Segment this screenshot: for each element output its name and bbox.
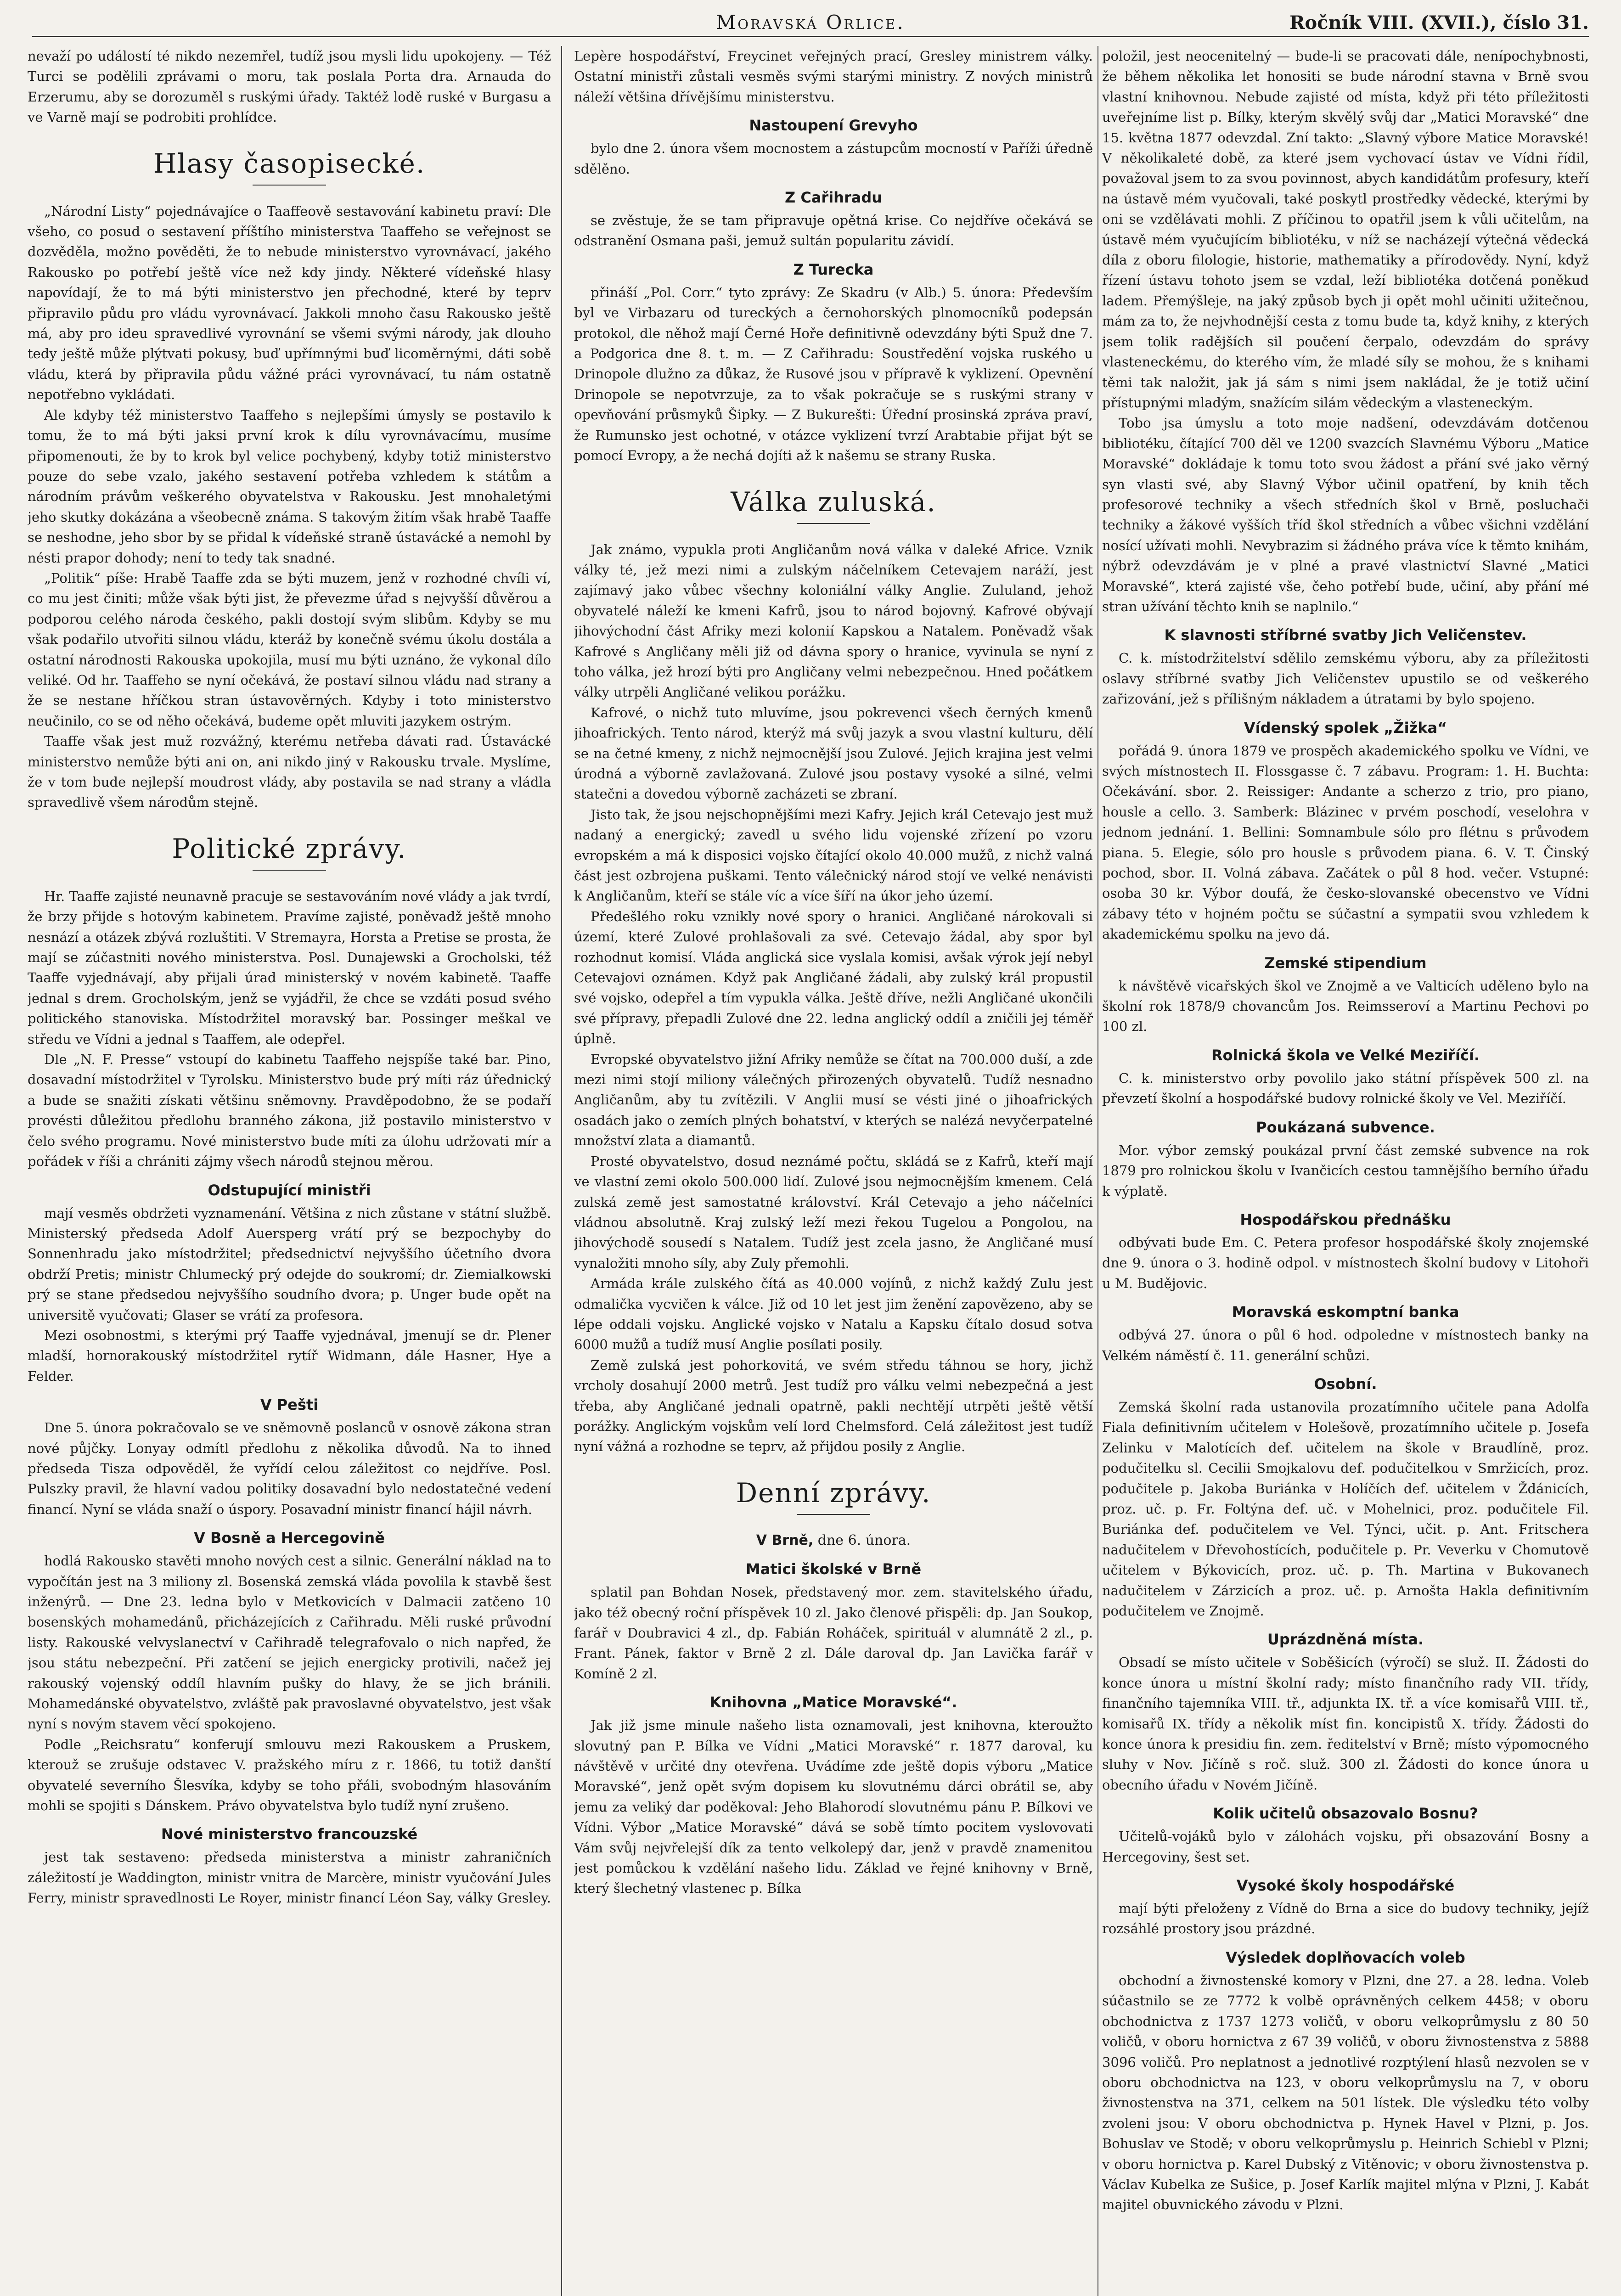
article-text: Jak známo, vypukla proti Angličanům nová válka v daleké Africe. Vznik války té, jež mezi nimi a zulským náčelníkem Cetevajem naráží, jest zajímavý jako vůbec všechny koloniální války Anglie. Zululand, jehož obyvatelé náleží ke kmeni Kafrů, jsou to národ bojovný. Kafrové obývají jihovýchodní část Afriky mezi kolonií Kapskou a Natalem. Poněvadž však Kafrové s Angličany měli již od dávna spory o hranice, vyvinula se nyní z toho válka, jež hrozí býti pro Angličany velmi nebezpečnou. Hned počátkem války utrpěli Angličané velikou porážku.	[574, 541, 1093, 700]
article-text: Hr. Taaffe zajisté neunavně pracuje se sestavováním nové vlády a jak tvrdí, že brzy přijde s hotovým kabinetem. Pravíme zajisté, poněvadž ještě mnoho nesnází a otázek zbývá rozluštiti. V Stremayra, Horsta a Pretise se prosta, že mají se zúčastniti nového ministerstva. Posl. Dunajewski a Grocholski, též Taaffe vyjednávají, aby přijali úrad ministerský v novém kabinetě. Taaffe jednal s drem. Grocholským, jenž se vyjádřil, že chce se vzdáti posud svého politického stanoviska. Místodržitel moravský bar. Possinger meškal ve středu ve Vídni a jednal s Taaffem, ale odepřel.	[28, 888, 551, 1047]
column-divider	[561, 46, 562, 2296]
article-text: Učitelů-vojáků bylo v zálohách vojsku, při obsazování Bosny a Hercegoviny, šest set.	[1102, 1829, 1589, 1865]
news-headline: Vysoké školy hospodářské	[1236, 1877, 1455, 1895]
news-headline: K slavnosti stříbrné svatby Jich Veličenstev.	[1164, 626, 1527, 644]
running-header	[32, 8, 1589, 37]
article-text: bylo dne 2. února všem mocnostem a zástupcům mocností v Paříži úředně sdělěno.	[574, 141, 1093, 177]
dateline	[574, 1531, 1093, 1551]
news-headline: Matici školské v Brně	[745, 1560, 922, 1578]
article-text: Tobo jsa úmyslu a toto moje nadšení, odevzdávám dotčenou bibliotéku, čítající 700 děl ve 1200 svazcích Slavnému Výboru „Matice Moravské“ dokládaje k tomu toto svou žádost a přání své jako věrný syn vlasti své, aby Slavný Výbor učinil opatření, by knih těch profesorové techniky a všech středních škol v Brně, posluchači techniky a žákové vyšších tříd škol středních a vůbec všichni vzdělání nosící užívati mohli. Nevybrazim si žádného práva více k těmto knihám, nýbrž odevzdávám je v plné a pravé vlastnictví Slavné „Matici Moravské“, která zajisté vše, čeho potřebí bude, učiní, aby přání mé stran užívání těchto knih se naplnilo.“	[1102, 415, 1589, 614]
article-text: Země zulská jest pohorkovitá, ve svém středu táhnou se hory, jichž vrcholy dosahují 2000 metrů. Jest tudíž pro válku velmi nebezpečná a jest třeba, aby Angličané jednali opatrně, pakli nechtějí utrpěti ještě větší porážky. Anglickým vojskům velí lord Chelmsford. Celá záležitost jest tudíž nyní vážná a rozhodne se teprv, až přijdou posily z Anglie.	[574, 1357, 1093, 1455]
article-text: Evropské obyvatelstvo jižní Afriky nemůže se čítat na 700.000 duší, a zde mezi nimi stojí miliony válečných přirozených obyvatelů. Tudíž nesnadno Angličanům, aby tu zvítězili. V Anglii musí se vésti jiné o jihoafrických osadách jako o zemích plných bohatství, v kterých se nalézá nevyčerpatelné množství zlata a diamantů.	[574, 1051, 1093, 1149]
article-text: Zemská školní rada ustanovila prozatímního učitele pana Adolfa Fiala definitivním učitelem v Holešově, prozatímního učitele p. Josefa Zelinku v Malotících def. učitelem na škole v Braudlíně, proz. podučitelku sl. Cecilii Smojkalovu def. podučitelkou v Smržicích, proz. podučitele p. Jakoba Buriánka v Holíčích def. učitelem v Ždánicích, proz. uč. p. Fr. Foltýna def. uč. v Mohelnici, proz. podučitele Fil. Buriánka def. podučitelem ve Vel. Týnci, učit. p. Ant. Fritschera nadučitelem v Dřevohostících, podučitele p. Pr. Veverku v Chomutově učitelem v Býkovicích, proz. uč. p. Th. Martina v Bukovanech nadučitelem v Zárzicích a proz. uč. p. Arnošta Hakla definitivním podučitelem ve Znojmě.	[1102, 1399, 1589, 1619]
article-text: Předešlého roku vznikly nové spory o hranici. Angličané nárokovali si území, které Zulové prohlašovali za své. Cetevajo žádal, aby spor byl rozhodnut komisí. Vláda anglická sice vyslala komisi, avšak výrok její nebyl Cetevajovi oznámen. Když pak Angličané žádali, aby zulský král propustil své vojsko, odepřel a tím vypukla válka. Ještě dříve, nežli Angličané ukončili své přípravy, přepadli Zulové dne 22. ledna anglický oddíl a zničili jej téměř úplně.	[574, 908, 1093, 1047]
article-text: Armáda krále zulského čítá as 40.000 vojínů, z nichž každý Zulu jest odmalička vycvičen k válce. Již od 10 let jest jim ženění zapovězeno, aby se lépe oddali vojsku. Anglické vojsko v Natalu a Kapsku čítalo dosud sotva 6000 mužů a tudíž musí Anglie posílati posily.	[574, 1276, 1093, 1353]
article-text: splatil pan Bohdan Nosek, představený mor. zem. stavitelského úřadu, jako též obecný roční příspěvek 10 zl. Jako členové přispěli: dp. Jan Soukop, farář v Doubravici 4 zl., dp. Fabián Roháček, spirituál v alumnátě 2 zl., p. Frant. Pánek, faktor v Brně 2 zl. Dále daroval dp. Jan Lavička farář v Komíně 2 zl.	[574, 1584, 1093, 1682]
section-heading: Politické zprávy.	[28, 834, 551, 871]
news-headline: Odstupující ministři	[208, 1181, 371, 1199]
section-heading: Válka zuluská.	[574, 487, 1093, 524]
news-headline: Vídenský spolek „Žižka“	[1244, 719, 1447, 737]
article-text: Lepère hospodářství, Freycinet veřejných prací, Gresley ministrem války. Ostatní ministři zůstali vesměs svými starými ministry. Z nových ministrů náleží většina dřívějšímu ministerstvu.	[574, 48, 1093, 105]
article-text: položil, jest neocenitelný — bude-li se pracovati dále, nenípochybnosti, že během několika let honositi se bude národní stavna v Brně svou vlastní knihovnou. Nebude zajisté od místa, když při této příležitosti uveřejníme list p. Bílky, kterým skvělý svůj dar „Matici Moravské“ dne 15. května 1877 odevzdal. Zní takto: „Slavný výbore Matice Moravské! V několikaleté době, za které jsem vychovací ústav ve Vídni řídil, považoval jsem to za svou povinnost, abych kandidátům profesury, kteří na ústavě mém vyučovali, také poskytl prostředky vědecké, kterými by oni se vzdělávati mohli. Z příčinou to opatřil jsem k vůli učitelům, na ústavě mém vyučujícím bibliotéku, v níž se nacházejí výtečná vědecká díla z oboru filologie, historie, mathematiky a přírodovědy. Nyní, když řízení ústavu tohoto jsem se vzdal, leží bibliotéka dotčená poněkud ladem. Přemýšleje, na jaký způsob bych ji opět mohl učiniti užitečnou, mám za to, že nejvhodnější cesta z tomu bude ta, když knihy, z kterých jsem tolik radějších sil poučení čerpalo, odevzdám do správy vlasteneckému, do kterého vím, že mladé síly se mohou, že s knihami těmi tak naložit, jak já sám s nimi jsem nakládal, že je totiž učiní přístupnými mladým, snažícím silám vědeckým a vlasteneckým.	[1102, 48, 1589, 411]
column-1	[28, 46, 551, 2296]
news-headline: Nové ministerstvo francouzské	[161, 1825, 418, 1843]
article-text: odbývá 27. února o půl 6 hod. odpoledne v místnostech banky na Velkém náměstí č. 11. generální schůzi.	[1102, 1327, 1589, 1363]
volume-number: Ročník VIII. (XVII.), číslo 31.	[1289, 12, 1589, 34]
article-text: Kafrové, o nichž tuto mluvíme, jsou pokrevenci všech černých kmenů jihoafrických. Tento národ, kterýž má svůj jazyk a svou vlastní kulturu, dělí se na četné kmeny, z nichž nejmocnější jsou Zulové. Jejich krajina jest velmi úrodná a výborně zavlažovaná. Zulové jsou postavy vysoké a silné, velmi statečni a dovedou výborně zacházeti se zbraní.	[574, 704, 1093, 802]
article-text: přináší „Pol. Corr.“ tyto zprávy: Ze Skadru (v Alb.) 5. února: Především byl ve Virbazaru od tureckých a černohorských plnomocníků podepsán protokol, dle něhož mají Černé Hoře definitivně odevzdány býti Spuž dne 7. a Podgorica dne 8. t. m. — Z Cařihradu: Soustředění vojska ruského u Drinopole dlužno za důkaz, že Rusové jsou v přípravě k vyklizení. Opevnění Drinopole se nepotvrzuje, za to však pokračuje se s ruskými strany v opevňování průsmyků Šipky. — Z Bukurešti: Úřední prosinská zpráva praví, že Rumunsko jest ochotné, v otázce vyklizení tvrzí Arabtabie přijat být se pomocí Evropy, a že nechá dojíti až k našemu se strany Ruska.	[574, 284, 1093, 464]
article-text: C. k. místodržitelství sdělilo zemskému výboru, aby za příležitosti oslavy stříbrné svatby Jich Veličenstev upustilo se od veškerého zařizování, jež s přílišným nákladem a útratami by bylo spojeno.	[1102, 650, 1589, 707]
news-headline: Uprázdněná místa.	[1267, 1631, 1424, 1649]
news-headline: Z Cařihradu	[784, 189, 882, 207]
news-headline: Výsledek doplňovacích voleb	[1226, 1948, 1465, 1966]
article-text: Ale kdyby též ministerstvo Taaffeho s nejlepšími úmysly se postavilo k tomu, že to má býti jaksi první krok k dílu vyrovnávacímu, musíme připomenouti, že by to krok byl velice pochybený, kdyby totiž ministerstvo pouze do sebe vzalo, jakého sestavení potřeba vzhledem k státům a národním právům veškerého obyvatelstva v Rakousku. Jest mnohaletými jeho skutky dokázána a všeobecně známa. S takovým žitím však hrabě Taaffe se neshodne, jeho sbor by se přidal k vídeňské straně ústavácké a nemohl by nésti prapor dohody; není to tedy tak snadné.	[28, 407, 551, 566]
article-text: C. k. ministerstvo orby povolilo jako státní příspěvek 500 zl. na převzetí školní a hospodářské budovy rolnické školy ve Vel. Meziříčí.	[1102, 1070, 1589, 1107]
article-text: odbývati bude Em. C. Petera profesor hospodářské školy znojemské dne 9. února o 3. hodině odpol. v místnostech školní budovy v Litohoři u M. Budějovic.	[1102, 1234, 1589, 1291]
article-text: Taaffe však jest muž rozvážný, kterému netřeba dávati rad. Ústavácké ministerstvo nemůže býti ani on, ani nikdo jiný v Rakousku trvale. Myslíme, že v tom bude nejlepší moudrost vlády, aby postavila se nad strany a vládla spravedlivě všem národům stejně.	[28, 733, 551, 810]
article-text: se zvěstuje, že se tam připravuje opětná krise. Co nejdříve očekává se odstranění Osmana paši, jemuž sultán popularitu závidí.	[574, 213, 1093, 249]
news-headline: Hospodářskou přednášku	[1240, 1210, 1451, 1228]
article-text: Jisto tak, že jsou nejschopnějšími mezi Kafry. Jejich král Cetevajo jest muž nadaný a energický; zavedl u svého lidu vojenské zřízení po vzoru evropském a má k disposici vojsko čítající okolo 40.000 mužů, z nichž valná část jest ozbrojena puškami. Tento válečnický národ stojí ve velké nenávisti k Angličanům, kteří se stále víc a více šíří na úkor jeho území.	[574, 806, 1093, 904]
news-headline: Osobní.	[1314, 1375, 1377, 1393]
article-text: Obsadí se místo učitele v Soběšicích (výročí) se služ. II. Žádosti do konce února u místní školní rady; místo finančního rady VII. třídy, finančního tajemníka VIII. tř., adjunkta IX. tř. a více komisařů VIII. tř., komisařů IX. třídy a několik míst fin. koncipistů X. třídy. Žádosti do konce února k presidiu fin. zem. ředitelství v Brně; místo výpomocného sluhy v Nov. Jičíně s roč. služ. 300 zl. Žádosti do konce února u obecního úřadu v Novém Jičíně.	[1102, 1654, 1589, 1793]
article-text: mají vesměs obdržeti vyznamenání. Většina z nich zůstane v státní službě. Ministerský předseda Adolf Auersperg vrátí prý se bezpochyby do Sonnenhradu jako místodržitel; předsednictví nejvyššího účetního dvora obdrží Pretis; ministr Chlumecký prý odejde do soukromí; dr. Ziemialkowski prý se stane předsedou nejvyššího soudního dvora; p. Unger bude opět na universitě vyučovati; Glaser se vrátí za profesora.	[28, 1205, 551, 1323]
article-text: obchodní a živnostenské komory v Plzni, dne 27. a 28. ledna. Voleb súčastnilo se ze 7772 k volbě oprávněných celkem 4458; v oboru obchodnictva z 1737 1273 voličů, v oboru velkoprůmyslu z 80 50 voličů, v oboru hornictva z 67 39 voličů, v oboru živnostenstva z 5888 3096 voličů. Pro neplatnost a jednotlivé rozptýlení hlasů nezvolen se v oboru obchodnictva na 123, v oboru velkoprůmyslu na 7, v oboru živnostenstva na 371, celkem na 501 lístek. Dle výsledku této volby zvoleni jsou: V oboru obchodnictva p. Hynek Havel v Plzni, p. Jos. Bohuslav ve Stodě; v oboru velkoprůmyslu p. Heinrich Schiebl v Plzni; v oboru hornictva p. Karel Dubský z Vitěnovic; v oboru živnostenstva p. Václav Kubelka ze Sušice, p. Josef Karlík majitel mlýna v Plzni, J. Kabát majitel obuvnického závodu v Plzni.	[1102, 1972, 1589, 2213]
news-headline: Moravská eskomptní banka	[1232, 1303, 1459, 1321]
article-text: mají býti přeloženy z Vídně do Brna a sice do budovy techniky, jejíž rozsáhlé prostory jsou prázdné.	[1102, 1901, 1589, 1937]
article-text: „Národní Listy“ pojednávajíce o Taaffeově sestavování kabinetu praví: Dle všeho, co posud o sestavení příštího ministerstva Taaffeho se veřejnost se dozvěděla, možno pověděti, že to nebude ministerstvo vyrovnávací, jakého Rakousko po potřebí ještě více než kdy jindy. Některé vídeňské hlasy napovídají, že to má býti ministerstvo jen přechodné, které by teprv připravilo půdu pro vládu vyrovnávací. Jakkoli mnoho času Rakousko ještě má, aby pro ideu spravedlivé vyrovnání se všemi svými národy, jak dlouho tedy ještě může plýtvati pokusy, buď upřímnými buď licoměrnými, dáti sobě vládu, která by připravila půdu vážné práci vyrovnávací, tu nám ostatně nepotřebno vykládati.	[28, 203, 551, 403]
news-headline: V Pešti	[260, 1396, 319, 1414]
news-headline: Kolik učitelů obsazovalo Bosnu?	[1213, 1805, 1478, 1823]
article-text: nevaží po událostí té nikdo nezemřel, tudíž jsou mysli lidu upokojeny. — Též Turci se podělili zprávami o moru, tak poslala Porta dra. Arnauda do Erzerumu, aby se dorozuměl s ruskými úřady. Taktéž lodě ruské v Burgasu a ve Varně mají se podrobiti prohlídce.	[28, 48, 551, 125]
news-headline: V Bosně a Hercegovině	[194, 1529, 385, 1547]
dateline-date: dne 6. února.	[817, 1532, 911, 1548]
section-heading: Denní zprávy.	[574, 1478, 1093, 1515]
dateline-place: V Brně,	[756, 1532, 814, 1548]
news-headline: Zemské stipendium	[1264, 954, 1427, 972]
publication-title: Moravská Orlice.	[716, 11, 905, 34]
article-text: „Politik“ píše: Hrabě Taaffe zda se býti muzem, jenž v rozhodné chvíli ví, co mu jest činiti; může však býti jist, že převezme úřad s nejvyšší důvěrou a podporou celého národa českého, pakli dostojí svým slibům. Kdyby se mu však podařilo utvořiti silnou vládu, kteráž by konečně svému úkolu dostála a ostatní národnosti Rakouska upokojila, musí mu býti uznáno, že vykonal dílo veliké. Od hr. Taaffeho se nyní očekává, že postaví silnou vládu nad strany a že se nestane hříčkou stran ústavověrných. Kdyby i toto ministerstvo neučinilo, co se od něho očekává, budeme opět mluviti jazykem ostrým.	[28, 570, 551, 729]
article-text: Mezi osobnostmi, s kterými prý Taaffe vyjednával, jmenují se dr. Plener mladší, hornorakouský místodržitel rytíř Widmann, dále Hasner, Hye a Felder.	[28, 1327, 551, 1384]
article-text: jest tak sestaveno: předseda ministerstva a ministr zahraničních záležitostí je Waddington, ministr vnitra de Marcère, ministr vyučování Jules Ferry, ministr spravedlnosti Le Royer, ministr financí Léon Say, války Gresley.	[28, 1849, 551, 1906]
article-text: Dne 5. února pokračovalo se ve sněmovně poslanců v osnově zákona stran nové půjčky. Lonyay odmítl předlohu z několika důvodů. Na to ihned předseda Tisza odpověděl, že vyřídí celou záležitost co nejdříve. Posl. Pulszky pravil, že hlavní vadou politiky dosavadní bylo nedostatečné vedení financí. Nyní se vláda snaží o úspory. Posavadní ministr financí hájil návrh.	[28, 1420, 551, 1517]
article-text: Mor. výbor zemský poukázal první část zemské subvence na rok 1879 pro rolnickou školu v Ivančicích cestou tamnějšího berního úřadu k výplatě.	[1102, 1142, 1589, 1199]
column-3	[1102, 46, 1589, 2296]
news-headline: Z Turecka	[793, 260, 874, 278]
section-heading: Hlasy časopisecké.	[28, 149, 551, 186]
article-text: Podle „Reichsratu“ konferují smlouvu mezi Rakouskem a Pruskem, kterouž se zrušuje odstavec V. pražského míru z r. 1866, tu totiž danští obyvatelé severního Šlesvíka, kdyby se toho přáli, svobodným hlasováním mohli se spojiti s Dánskem. Právo obyvatelstva bylo tudíž nyní zrušeno.	[28, 1736, 551, 1814]
article-text: Jak již jsme minule našeho lista oznamovali, jest knihovna, kteroužto slovutný pan P. Bílka ve Vídni „Matici Moravské“ r. 1877 daroval, ku návštěvě v určité dny otevřena. Uvádíme zde ještě dopis výboru „Matice Moravské“, jenž opět svým dopisem ku slovutnému dárci obrátil se, aby jemu za veliký dar poděkoval: Jeho Blahorodí slovutnému pánu P. Bílkovi ve Vídni. Výbor „Matice Moravské“ dává se sobě tímto pocitem vyslovovati Vám svůj nejvřelejší dík za tento velkolepý dar, jenž v pravdě znamenitou jest pomůckou k vzdělání našeho lidu. Základ ve řejné knihovny v Brně, který šlechetný vlastenec p. Bílka	[574, 1717, 1093, 1896]
news-headline: Rolnická škola ve Velké Meziříčí.	[1211, 1046, 1480, 1064]
article-text: hodlá Rakousko stavěti mnoho nových cest a silnic. Generální náklad na to vypočítán jest na 3 miliony zl. Bosenská zemská vláda povolila k stavbě šest inženýrů. — Dne 23. ledna bylo v Metkovicích v Dalmacii zatčeno 10 bosenských mohamedánů, přicházejících z Cařihradu. Měli ruské průvodní listy. Rakouské velvyslanectví v Cařihradě telegrafovalo o nich napřed, že jsou státu nebezpeční. Při zatčení se jejich energicky protivili, načež jej rakouský vojenský oddíl hlavním pušky do hlavy, že se jich bránili. Mohamedánské obyvatelstvo, zvláště pak pravoslavné obyvatelstvo, jest však nyní s novým stavem věcí spokojeno.	[28, 1553, 551, 1732]
article-text: pořádá 9. února 1879 ve prospěch akademického spolku ve Vídni, ve svých místnostech II. Flossgasse č. 7 zábavu. Program: 1. H. Buchta: Očekávání. sbor. 2. Reissiger: Andante a scherzo z trio, pro piano, housle a cello. 3. Samberk: Blázinec v prvém poschodí, veselohra v jednom jednání. 1. Bellini: Somnambule sólo pro flétnu s průvodem piana. 5. Elegie, sólo pro housle s průvodem piana. 6. V. T. Činský pochod, sbor. II. Volná zábava. Začátek o půl 8 hod. večer. Vstupné: osoba 30 kr. Výbor doufá, že česko-slovanské obecenstvo ve Vídni zábavy této v hojném počtu se súčastní a sympatii svou vzhledem k akademickému spolku na jevo dá.	[1102, 743, 1589, 942]
column-2	[574, 46, 1093, 2296]
news-headline: Knihovna „Matice Moravské“.	[709, 1694, 957, 1711]
news-headline: Poukázaná subvence.	[1256, 1118, 1435, 1136]
article-text: k návštěvě vicařských škol ve Znojmě a ve Valticích uděleno bylo na školní rok 1878/9 chovancům Jos. Reimsseroví a Martinu Pechovi po 100 zl.	[1102, 978, 1589, 1035]
news-headline: Nastoupení Grevyho	[749, 117, 918, 135]
article-text: Prosté obyvatelstvo, dosud neznámé počtu, skládá se z Kafrů, kteří mají ve vlastní zemi okolo 500.000 lidí. Zulové jsou nejmocnějším kmenem. Celá zulská země jest samostatné království. Král Cetevajo a jeho náčelníci vládnou absolutně. Kraj zulský leží mezi řekou Tugelou a Pongolou, na jihovýchodě sousedí s Natalem. Tudíž jest zcela jasno, že Angličané musí vynaložiti mnoho síly, aby Zuly přemohli.	[574, 1153, 1093, 1271]
article-text: Dle „N. F. Presse“ vstoupí do kabinetu Taaffeho nejspíše také bar. Pino, dosavadní místodržitel v Tyrolsku. Ministerstvo bude prý míti ráz úřednický a bude se snažiti získati většinu sněmovny. Pravděpodobno, že se podaří provésti důležitou předlohu branného zákona, již postavilo ministerstvo v čelo svého programu. Nové ministerstvo bude míti za úlohu udržovati mír a pořádek v říši a chrániti zájmy všech národů stejnou měrou.	[28, 1052, 551, 1170]
